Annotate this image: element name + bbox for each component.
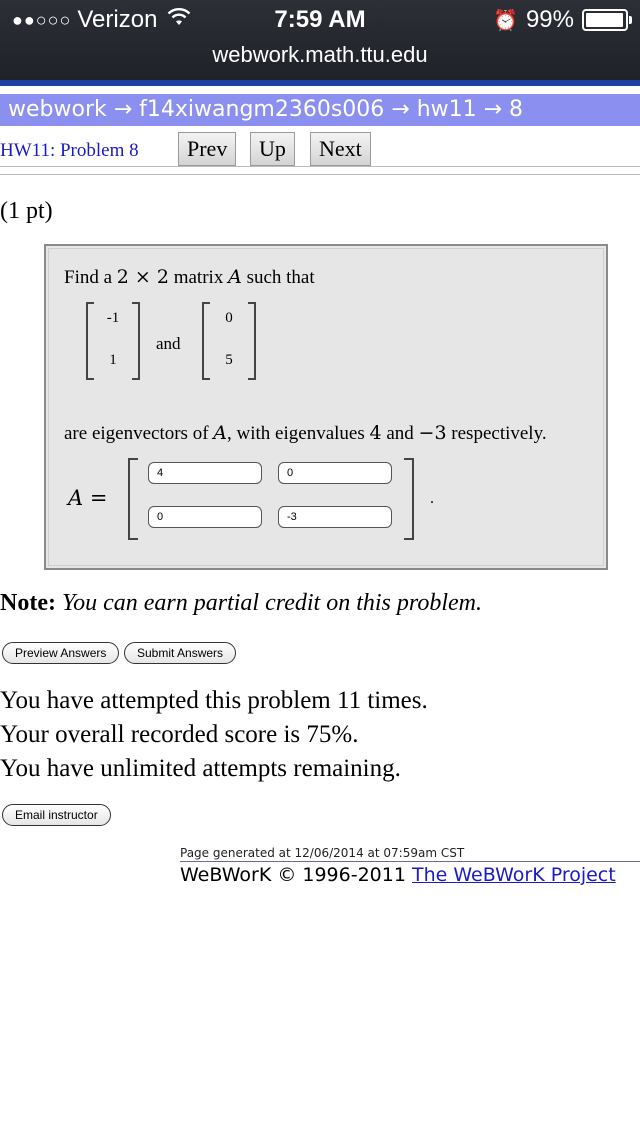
problem-box	[44, 244, 608, 570]
text: Find a	[64, 267, 113, 288]
text: respectively.	[451, 423, 547, 444]
period: .	[430, 490, 434, 507]
divider	[0, 174, 640, 175]
problem-title[interactable]: HW11: Problem 8	[0, 140, 139, 161]
answer-input-2-2[interactable]	[278, 506, 392, 528]
text: such that	[246, 267, 315, 288]
status-bar	[0, 0, 640, 80]
eigenvector-1	[86, 302, 140, 380]
answer-input-1-2[interactable]	[278, 462, 392, 484]
carrier-name: Verizon	[77, 6, 158, 33]
signal-dots-icon: ●●○○○	[12, 9, 72, 30]
copyright	[180, 864, 640, 886]
score-message: Your overall recorded score is 75%.	[0, 721, 359, 748]
eigenvalue-2: −3	[418, 422, 447, 444]
math-dim: 2 × 2	[116, 266, 169, 288]
problem-statement-2	[64, 422, 547, 445]
text: , with eigenvalues	[227, 423, 365, 444]
copyright-text: WeBWorK © 1996-2011	[180, 864, 406, 886]
a-equals-label: A =	[68, 486, 108, 510]
math-var: A	[213, 422, 228, 444]
problem-nav-row	[0, 132, 640, 168]
submit-answers-button[interactable]: Submit Answers	[124, 642, 236, 664]
text: and	[386, 423, 414, 444]
breadcrumb[interactable]: webwork → f14xiwangm2360s006 → hw11 → 8	[0, 94, 640, 126]
note	[0, 590, 482, 617]
eigenvalue-1: 4	[369, 422, 382, 444]
eigenvector-2	[202, 302, 256, 380]
email-instructor-button[interactable]: Email instructor	[2, 804, 111, 826]
problem-statement	[64, 266, 315, 289]
note-label: Note:	[0, 590, 56, 616]
battery-icon	[582, 9, 628, 31]
math-var: A	[228, 266, 242, 288]
and-label: and	[156, 334, 181, 353]
battery-info	[493, 6, 628, 34]
text: are eigenvectors of	[64, 423, 209, 444]
vector-entry: 5	[225, 352, 233, 368]
note-text: You can earn partial credit on this problem.	[61, 590, 482, 616]
webwork-project-link[interactable]: The WeBWorK Project	[411, 864, 616, 886]
attempt-messages	[0, 684, 428, 786]
vector-entry: 1	[109, 352, 117, 368]
vector-entry: -1	[106, 310, 120, 326]
generated-timestamp: Page generated at 12/06/2014 at 07:59am CST	[180, 846, 640, 862]
preview-answers-button[interactable]: Preview Answers	[2, 642, 119, 664]
answer-input-1-1[interactable]	[148, 462, 262, 484]
divider	[0, 166, 640, 167]
loading-bar	[0, 80, 640, 86]
text: matrix	[173, 267, 224, 288]
prev-button[interactable]: Prev	[178, 132, 236, 166]
address-bar[interactable]: webwork.math.ttu.edu	[212, 42, 428, 67]
battery-percent: 99%	[525, 6, 574, 33]
up-button[interactable]: Up	[250, 132, 295, 166]
vector-entry: 0	[225, 310, 233, 326]
next-button[interactable]: Next	[310, 132, 371, 166]
clock: 7:59 AM	[274, 6, 366, 33]
answer-input-2-1[interactable]	[148, 506, 262, 528]
footer	[180, 846, 640, 886]
attempts-message: You have attempted this problem 11 times.	[0, 687, 428, 714]
points-label: (1 pt)	[0, 198, 53, 224]
matrix-right-bracket	[404, 458, 414, 540]
remaining-message: You have unlimited attempts remaining.	[0, 755, 401, 782]
matrix-left-bracket	[128, 458, 138, 540]
alarm-icon: ⏰	[493, 9, 518, 32]
